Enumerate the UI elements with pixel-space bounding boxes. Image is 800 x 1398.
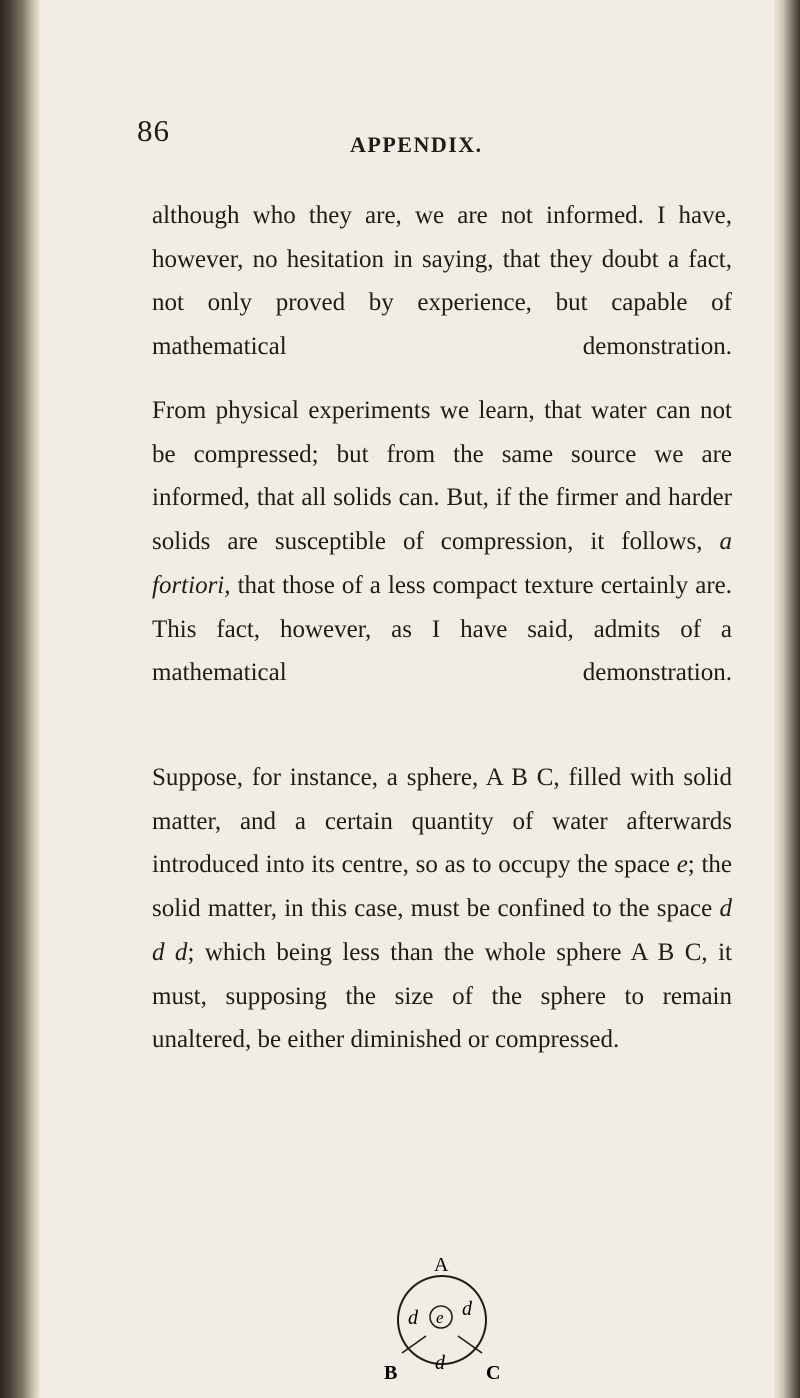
text-line: can. But, if the firmer and harder solids are	[152, 484, 733, 556]
label-d-right: d	[462, 1298, 472, 1320]
italic-a-fortiori: a fortiori,	[152, 528, 733, 599]
text-line: water afterwards introduced into its centre, so	[152, 807, 733, 879]
running-head: APPENDIX.	[350, 132, 483, 157]
text-line: with solid matter, and a certain quantity of	[152, 764, 732, 835]
paragraph-1	[152, 194, 732, 369]
text-line: this case, must be confined to the space	[310, 895, 720, 923]
text-line: I have, however, no hesitation in saying, that	[152, 202, 732, 273]
book-spine-left	[0, 0, 40, 1398]
text-line: unaltered, be either diminished or compressed.	[152, 1026, 620, 1054]
text-line: are. This fact, however, as I have said, admits	[152, 571, 733, 643]
text-line: they doubt a fact, not only proved by experience,	[152, 245, 733, 317]
italic-e: e	[676, 851, 688, 879]
text-line: but capable of mathematical demonstration.	[152, 289, 732, 361]
text-line: water can not be compressed; but from the	[152, 397, 732, 468]
text-line: which being less than the whole sphere A B C, it	[204, 938, 733, 966]
text-line: ;	[187, 938, 195, 966]
text-line: as to occupy the space	[444, 851, 677, 879]
label-b: B	[384, 1362, 398, 1384]
page-number: 86	[137, 113, 170, 148]
text-line: although who they are, we are not informed.	[152, 202, 644, 229]
text-line: ; the solid matter, in	[152, 851, 733, 923]
text-line: same source we are informed, that all solids	[152, 440, 732, 512]
paragraph-3	[152, 756, 732, 1062]
sphere-diagram	[382, 1245, 502, 1385]
text-line: Suppose, for instance, a sphere, A B C, filled	[152, 764, 622, 791]
text-line: of a mathematical demonstration.	[152, 615, 733, 687]
label-d-bottom: d	[435, 1352, 445, 1374]
label-a: A	[434, 1254, 449, 1276]
label-c: C	[486, 1362, 501, 1384]
book-spine-right	[774, 0, 800, 1398]
text-line: From physical experiments we learn, that	[152, 397, 582, 424]
text-line: must, supposing the size of the sphere to remain	[152, 982, 732, 1010]
label-e: e	[436, 1308, 444, 1327]
text-line: that those of a less compact texture certainly	[237, 571, 689, 599]
paragraph-2	[152, 389, 732, 695]
text-line: susceptible of compression, it follows,	[274, 528, 720, 556]
label-d-left: d	[408, 1307, 418, 1329]
italic-ddd: d d d	[152, 895, 732, 966]
